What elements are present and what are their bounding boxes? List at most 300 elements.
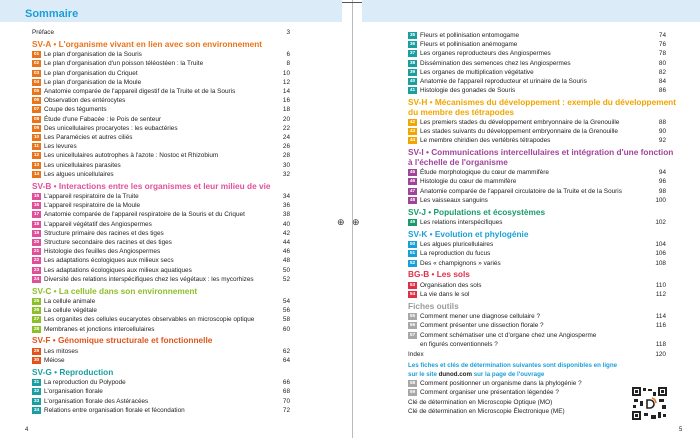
toc-entry-title [44,142,276,151]
toc-page-number: 12 [282,78,290,86]
chapter-number-badge: 56 [409,323,416,329]
toc-entry-text: Le membre chiridien des vertébrés tétrapodes [420,137,551,145]
section-heading [32,40,290,50]
toc-entry-text: Des « champignons » variés [420,259,501,267]
toc-entry[interactable] [408,331,666,349]
toc-page-number: 44 [282,239,290,247]
page-title: Sommaire [25,8,79,20]
chapter-number-badge: 22 [33,258,40,264]
toc-entry[interactable] [32,297,290,306]
toc-entry[interactable] [32,69,290,78]
toc-entry-text: Les algues unicellulaires [44,170,114,178]
toc-entry-title [44,325,276,334]
toc-entry-title [420,59,652,68]
site-link[interactable]: dunod.com [438,371,472,379]
toc-entry[interactable] [408,388,666,397]
toc-entry[interactable] [32,161,290,170]
toc-entry[interactable] [32,220,290,229]
chapter-number-badge: 26 [33,308,40,314]
section-heading-text: SV-I • Communications intercellulaires et intégration d'une fonction [408,147,674,158]
toc-entry[interactable] [32,210,290,219]
page-number-left: 4 [25,427,29,433]
toc-page-number: 116 [655,322,666,330]
toc-entry[interactable] [32,142,290,151]
section-heading-text: SV-C • La cellule dans son environnement [32,285,198,296]
toc-entry-text: L'appareil végétatif des Angiospermes [44,220,152,228]
toc-entry[interactable] [408,59,666,68]
toc-entry-title [44,247,276,256]
toc-page-number: 84 [658,78,666,86]
toc-entry-text: Comment schématiser une ct d'organe chez une Angiosperme [420,331,597,339]
toc-page-number: 94 [658,169,666,177]
chapter-number-badge: 47 [409,188,416,194]
toc-entry-text: Le plan d'organisation d'un poisson téléostéen : la Truite [44,60,204,68]
chapter-number-badge: 25 [33,299,40,305]
toc-entry-title [408,407,652,416]
toc-entry[interactable] [32,28,290,37]
toc-entry[interactable] [32,78,290,87]
chapter-number-badge: 31 [33,380,40,386]
toc-entry[interactable] [32,397,290,406]
chapter-number-badge: 19 [33,230,40,236]
toc-entry[interactable] [408,312,666,321]
toc-entry[interactable] [408,350,666,359]
toc-entry-text: Histologie des feuilles des Angiospermes [44,248,161,256]
chapter-number-badge: 15 [33,194,40,200]
chapter-number-badge: 51 [409,251,416,257]
toc-entry-text: Les levures [44,143,77,151]
toc-page-number: 48 [282,257,290,265]
toc-page-number: 28 [282,152,290,160]
toc-entry-title [420,127,652,136]
toc-entry-title [44,275,276,284]
toc-entry-title [44,220,276,229]
chapter-number-badge: 46 [409,179,416,185]
header-band-right [362,0,700,22]
toc-entry-title [420,388,652,397]
section-heading-text: SV-B • Interactions entre les organismes et leur milieu de vie [32,180,271,191]
toc-entry[interactable] [408,86,666,95]
toc-entry-title [44,356,276,365]
chapter-number-badge: 02 [33,61,40,67]
toc-entry-title [44,266,276,275]
toc-entry-text: Diversité des relations interspécifiques chez les végétaux : les mycorhizes [44,275,254,283]
toc-entry-title [420,40,652,49]
toc-entry[interactable] [32,266,290,275]
toc-page-number: 80 [658,59,666,67]
toc-entry-title [420,68,652,77]
toc-entry-title [420,240,652,249]
toc-entry-text: Les organes de multiplication végétative [420,68,534,76]
chapter-number-badge: 52 [409,260,416,266]
chapter-number-badge: 42 [409,120,416,125]
chapter-number-badge: 36 [409,42,416,48]
toc-entry-text: Comment positionner un organisme dans la phylogénie ? [420,380,582,388]
toc-entry[interactable] [32,105,290,114]
toc-entry[interactable] [408,127,666,136]
toc-entry-text: L'organisation florale des Astéracées [44,397,149,405]
toc-entry-title [44,170,276,179]
toc-entry[interactable] [408,168,666,177]
toc-entry-text: Étude d'une Fabacée : le Pois de senteur [44,115,162,123]
toc-entry[interactable] [408,218,666,227]
toc-entry-title [420,312,652,321]
toc-entry-text: Membranes et jonctions intercellulaires [44,325,155,333]
toc-entry-text: Méiose [44,357,65,365]
toc-entry-text: La reproduction du fucus [420,250,491,258]
toc-entry-text: Index [408,350,424,358]
section-heading [32,287,290,297]
toc-entry[interactable] [32,192,290,201]
toc-entry-text: Les algues pluricellulaires [420,241,494,249]
toc-entry-text: La cellule végétale [44,307,97,315]
section-heading [408,270,666,280]
toc-entry-text: La vie dans le sol [420,290,470,298]
toc-page-number: 42 [282,229,290,237]
toc-entry-title [44,378,276,387]
section-heading-text: du membre des tétrapodes [408,106,515,117]
section-heading-text: SV-A • L'organisme vivant en lien avec son environnement [32,38,263,49]
toc-entry-text: Anatomie de l'appareil reproducteur et urinaire de la Souris [420,78,587,86]
toc-entry-text: Des unicellulaires procaryotes : les eubactéries [44,124,178,132]
toc-entry[interactable] [408,118,666,127]
toc-entry-title [44,201,276,210]
toc-entry[interactable] [408,187,666,196]
toc-entry[interactable] [32,170,290,179]
toc-page-number: 16 [282,97,290,105]
toc-entry[interactable] [32,387,290,396]
toc-entry[interactable] [408,290,666,299]
toc-entry-title [44,50,276,59]
chapter-number-badge: 16 [33,203,40,209]
toc-entry-text: Clé de détermination en Microscopie Électronique (ME) [408,407,565,415]
crop-mark [352,2,362,3]
toc-entry-title [44,306,276,315]
toc-entry[interactable] [32,406,290,415]
toc-entry[interactable] [32,59,290,68]
toc-entry[interactable] [32,306,290,315]
section-heading [408,230,666,240]
chapter-number-badge: 54 [409,291,416,297]
toc-entry-title [44,87,276,96]
toc-entry-title [420,77,652,86]
toc-entry[interactable] [32,315,290,324]
chapter-number-badge: 14 [33,171,40,177]
chapter-number-badge: 50 [409,242,416,248]
toc-page-number: 114 [655,313,666,321]
chapter-number-badge: 06 [33,98,40,104]
toc-entry-title [44,315,276,324]
toc-entry[interactable] [408,40,666,49]
toc-entry[interactable] [408,249,666,258]
qr-code-icon [632,387,667,420]
chapter-number-badge: 55 [409,314,416,320]
toc-entry-text: Structure primaire des racines et des tiges [44,229,164,237]
toc-entry[interactable] [32,124,290,133]
toc-entry-text: Structure secondaire des racines et des tiges [44,239,172,247]
toc-entry-text: L'appareil respiratoire de la Truite [44,193,139,201]
toc-entry-text: Étude morphologique du cœur de mammifère [420,169,549,177]
toc-entry[interactable] [32,378,290,387]
toc-page-number: 102 [655,218,666,226]
toc-page-number: 96 [658,178,666,186]
toc-page-number: 110 [655,281,666,289]
toc-right-page [408,31,677,416]
toc-entry[interactable] [32,325,290,334]
section-heading [408,208,666,218]
section-heading-text: SV-K • Evolution et phylogénie [408,228,529,239]
toc-page-number: 18 [282,106,290,114]
toc-page-number: 22 [282,124,290,132]
chapter-number-badge: 13 [33,162,40,168]
toc-entry-text: La cellule animale [44,298,96,306]
toc-entry-text: Relations entre organisation florale et fécondation [44,406,185,414]
toc-page-number: 58 [282,316,290,324]
registration-mark-icon: ⊕ [352,217,360,227]
crop-mark [342,2,352,3]
section-heading-text: SV-H • Mécanismes du développement : exemple du développement [408,97,677,108]
toc-entry[interactable] [408,49,666,58]
toc-page-number: 20 [282,115,290,123]
chapter-number-badge: 05 [33,89,40,94]
toc-entry[interactable] [32,256,290,265]
chapter-number-badge: 44 [409,138,416,144]
toc-entry-text: Observation des entérocytes [44,97,126,105]
toc-entry-title [44,133,276,142]
toc-entry[interactable] [32,275,290,284]
toc-entry-title [44,124,276,133]
toc-entry[interactable] [32,238,290,247]
toc-page-number: 40 [282,220,290,228]
chapter-number-badge: 41 [409,88,416,94]
toc-entry[interactable] [32,151,290,160]
toc-page-number: 106 [655,250,666,258]
toc-page-number: 24 [282,134,290,142]
toc-page-number: 70 [282,397,290,405]
chapter-number-badge: 20 [33,240,40,246]
toc-page-number: 82 [658,68,666,76]
toc-page-number: 50 [282,266,290,274]
toc-entry-title [420,86,652,95]
toc-page-number: 26 [282,143,290,151]
toc-page-number: 68 [282,388,290,396]
toc-entry-title [420,118,652,127]
toc-entry-title [44,297,276,306]
toc-entry[interactable] [32,96,290,105]
section-heading [32,182,290,192]
section-heading-text: Fiches outils [408,300,459,311]
online-note [408,361,666,379]
toc-page-number: 118 [655,340,666,348]
toc-entry-text: Anatomie comparée de l'appareil respiratoire de la Souris et du Criquet [44,211,245,219]
toc-entry[interactable] [32,133,290,142]
toc-page-number: 92 [658,137,666,145]
toc-entry-title [44,256,276,265]
toc-entry-text: La reproduction du Polypode [44,379,126,387]
section-heading [32,336,290,346]
toc-page-number: 120 [655,350,666,358]
toc-page-number: 86 [658,87,666,95]
toc-entry-title [44,59,276,68]
chapter-number-badge: 58 [409,381,416,387]
toc-entry-title [420,177,652,186]
toc-entry-text: Les adaptations écologiques aux milieux aquatiques [44,266,192,274]
toc-entry-text: Les adaptations écologiques aux milieux secs [44,257,174,265]
toc-entry[interactable] [408,379,666,388]
toc-entry-title [420,49,652,58]
chapter-number-badge: 27 [33,317,40,323]
toc-entry-title [44,347,276,356]
registration-mark-icon: ⊕ [337,217,345,227]
toc-entry[interactable] [408,321,666,330]
page-number-right: 5 [679,427,683,433]
toc-page-number: 108 [655,259,666,267]
toc-page-number: 10 [282,69,290,77]
toc-page-number: 112 [655,290,666,298]
toc-page-number: 90 [658,128,666,136]
toc-page-number: 52 [282,275,290,283]
online-note-text: sur le site [408,371,437,379]
toc-page-number: 56 [282,307,290,315]
toc-entry[interactable] [32,201,290,210]
toc-entry-title [420,331,652,349]
toc-entry-title [44,229,276,238]
toc-entry[interactable] [32,247,290,256]
toc-page-number: 3 [286,29,290,36]
toc-entry-title [44,105,276,114]
toc-entry[interactable] [32,229,290,238]
toc-entry[interactable] [408,68,666,77]
chapter-number-badge: 23 [33,267,40,273]
toc-page-number: 76 [658,41,666,49]
chapter-number-badge: 10 [33,135,40,141]
chapter-number-badge: 53 [409,282,416,288]
section-heading-text: SV-G • Reproduction [32,366,114,377]
chapter-number-badge: 29 [33,348,40,354]
toc-entry[interactable] [408,177,666,186]
chapter-number-badge: 32 [33,389,40,395]
toc-entry-text: Préface [32,29,55,36]
toc-entry[interactable] [32,50,290,59]
toc-entry-title [420,187,652,196]
toc-entry[interactable] [408,196,666,205]
toc-entry[interactable] [408,407,666,416]
toc-page-number: 78 [658,50,666,58]
toc-entry-text: Histologie du cœur de mammifère [420,178,517,186]
toc-entry-text: Les unicellulaires autotrophes à l'azote : Nostoc et Rhizobium [44,152,219,160]
chapter-number-badge: 28 [33,326,40,332]
section-heading [408,147,674,167]
toc-entry-title [44,406,276,415]
toc-page-number: 74 [658,32,666,39]
chapter-number-badge: 17 [33,212,40,218]
chapter-number-badge: 35 [409,33,416,38]
toc-entry-text: Les premiers stades du développement embryonnaire de la Grenouille [420,119,620,126]
toc-page-number: 32 [282,170,290,178]
toc-entry[interactable] [408,281,666,290]
toc-entry-title [420,218,652,227]
toc-entry-text: Le plan d'organisation du Criquet [44,69,138,77]
toc-entry-text: Le plan d'organisation de la Souris [44,51,142,59]
toc-page-number: 66 [282,379,290,387]
toc-entry-text: Les mitoses [44,347,79,355]
toc-entry[interactable] [408,31,666,40]
chapter-number-badge: 48 [409,197,416,203]
toc-page-number: 38 [282,211,290,219]
section-heading-text: SV-F • Génomique structurale et fonctionnelle [32,335,213,346]
toc-page-number: 88 [658,119,666,126]
section-heading-text: à l'échelle de l'organisme [408,156,508,167]
toc-entry-title [44,69,276,78]
online-note-text: Les fiches et clés de détermination suivantes sont disponibles en ligne [408,362,618,370]
toc-entry-title [44,96,276,105]
toc-entry[interactable] [408,240,666,249]
toc-entry-title [420,259,652,268]
toc-page-number: 62 [282,347,290,355]
toc-entry-title [44,78,276,87]
toc-entry-title [408,350,652,359]
toc-entry-text: Les stades suivants du développement embryonnaire de la Grenouille [420,128,618,136]
toc-entry-text: Les Paramécies et autres ciliés [44,134,133,142]
chapter-number-badge: 03 [33,70,40,76]
section-heading-text: SV-J • Populations et écosystèmes [408,206,546,217]
toc-entry-text: Les unicellulaires parasites [44,161,121,169]
toc-entry-text: Histologie des gonades de Souris [420,87,516,95]
toc-entry[interactable] [32,356,290,365]
toc-entry[interactable] [32,115,290,124]
toc-page-number: 72 [282,406,290,414]
toc-entry-title [44,192,276,201]
chapter-number-badge: 01 [33,52,40,58]
toc-entry-title [408,398,652,407]
toc-entry-text: Fleurs et pollinisation anémogame [420,41,518,49]
online-note-text: sur la page de l'ouvrage [473,371,545,379]
toc-entry[interactable] [408,398,666,407]
toc-entry[interactable] [408,259,666,268]
toc-entry[interactable] [32,87,290,96]
toc-page-number: 98 [658,187,666,195]
chapter-number-badge: 43 [409,129,416,135]
chapter-number-badge: 21 [33,249,40,255]
toc-entry[interactable] [408,77,666,86]
toc-entry-title [32,28,276,37]
toc-page-number: 8 [286,60,290,68]
chapter-number-badge: 07 [33,107,40,113]
toc-entry-text: Organisation des sols [420,281,482,289]
toc-page-number: 100 [655,196,666,204]
toc-entry-text: Les organes reproducteurs des Angiospermes [420,50,551,58]
toc-page-number: 14 [282,88,290,95]
toc-entry-title [420,290,652,299]
toc-entry[interactable] [32,347,290,356]
toc-entry-text: Coupe des téguments [44,106,107,114]
toc-entry-text: L'organisation florale [44,388,103,396]
section-heading [408,97,677,117]
toc-entry-text: Les organites des cellules eucaryotes observables en microscopie optique [44,316,255,324]
toc-entry-text: Le plan d'organisation de la Moule [44,78,142,86]
toc-entry-title [420,379,652,388]
toc-entry-text: Clé de détermination en Microscopie Optique (MO) [408,398,553,406]
chapter-number-badge: 39 [409,69,416,75]
section-heading [408,302,666,312]
toc-entry-text: Dissémination des semences chez les Angiospermes [420,59,571,67]
toc-page-number: 34 [282,193,290,201]
toc-page-number: 60 [282,325,290,333]
toc-entry[interactable] [408,136,666,145]
chapter-number-badge: 38 [409,60,416,66]
toc-entry-text: Anatomie comparée de l'appareil circulatoire de la Truite et de la Souris [420,187,622,195]
toc-page-number: 30 [282,161,290,169]
